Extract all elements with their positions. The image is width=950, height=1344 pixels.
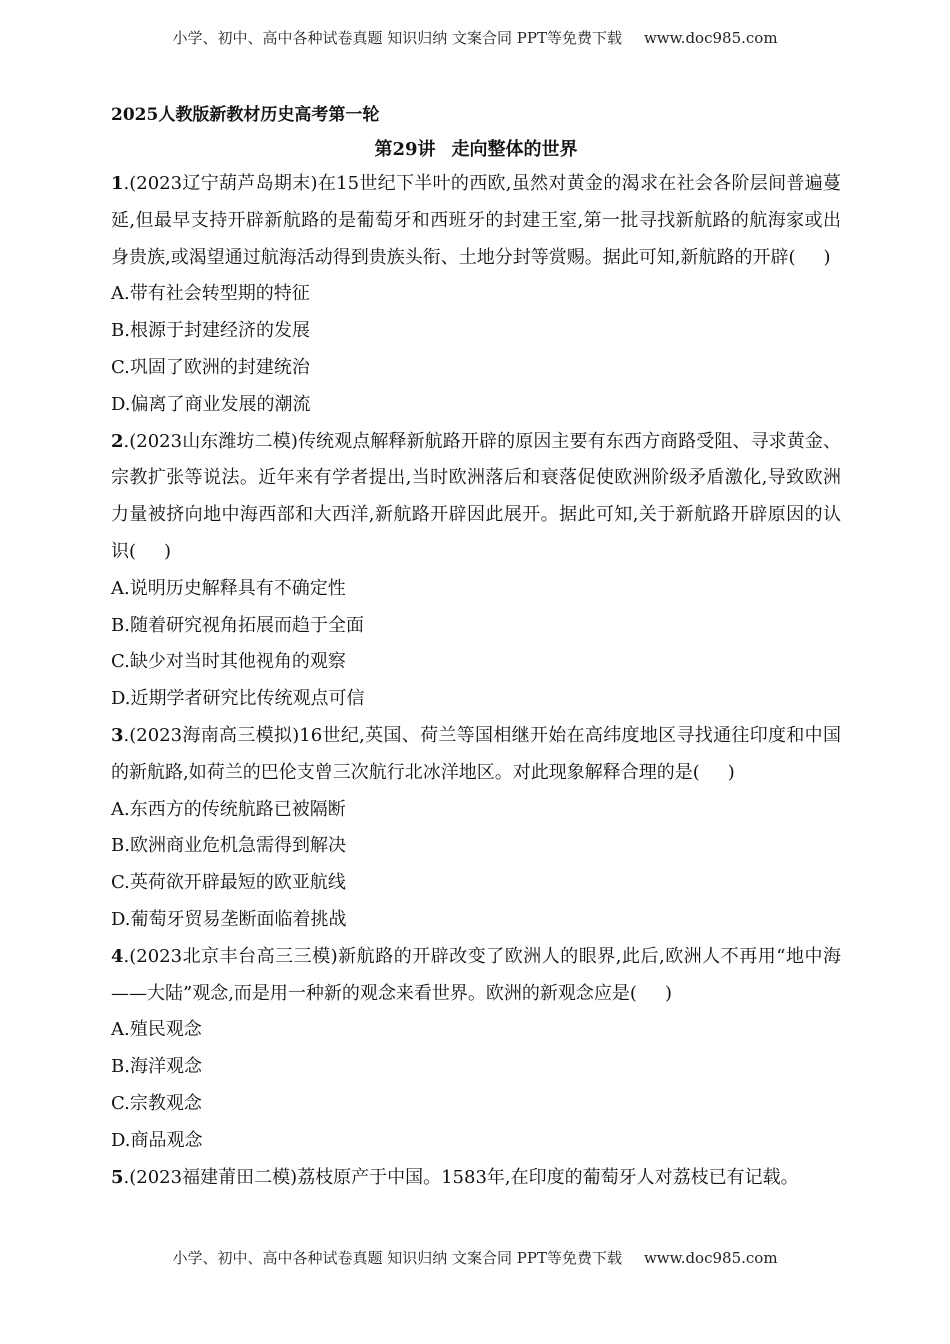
question-number: 5	[111, 1166, 124, 1188]
lecture-name: 走向整体的世界	[451, 139, 578, 160]
question-source: .(2023海南高三模拟)	[123, 724, 300, 746]
option-a: A.说明历史解释具有不确定性	[111, 577, 346, 599]
lecture-number: 第29讲	[374, 139, 436, 160]
option-c: C.缺少对当时其他视角的观察	[111, 651, 346, 673]
question-stem	[111, 718, 841, 792]
footer-text: 小学、初中、高中各种试卷真题 知识归纳 文案合同 PPT等免费下载	[172, 1249, 622, 1267]
question-text: 传统观点解释新航路开辟的原因主要有东西方商路受阻、寻求黄金、宗教扩张等说法。近年来有学者提出,当时欧洲落后和衰落促使欧洲阶级矛盾激化,导致欧洲力量被挤向地中海西部和大西洋,新航路开辟因此展开。据此可知,关于新航路开辟原因的认识(	[111, 430, 841, 562]
option-b: B.海洋观念	[111, 1056, 202, 1078]
question-stem	[111, 166, 841, 276]
question-3	[111, 718, 841, 939]
question-source: .(2023福建莆田二模)	[123, 1166, 298, 1188]
question-source: .(2023辽宁葫芦岛期末)	[123, 173, 318, 194]
question-number: 1	[111, 173, 124, 194]
page-footer	[0, 1247, 950, 1268]
page-header	[0, 27, 950, 48]
doc-title: 2025人教版新教材历史高考第一轮	[111, 105, 380, 125]
footer-url[interactable]: www.doc985.com	[643, 1249, 778, 1267]
question-stem	[111, 1160, 841, 1197]
question-text: 荔枝原产于中国。1583年,在印度的葡萄牙人对荔枝已有记载。	[297, 1166, 799, 1188]
question-source: .(2023北京丰台高三三模)	[123, 945, 338, 967]
option-c: C.英荷欲开辟最短的欧亚航线	[111, 872, 346, 894]
option-c: C.宗教观念	[111, 1092, 202, 1114]
option-d: D.近期学者研究比传统观点可信	[111, 688, 365, 710]
document-body	[111, 100, 841, 1196]
option-a: A.东西方的传统航路已被隔断	[111, 798, 346, 820]
answer-bracket-close: )	[727, 761, 735, 783]
question-text: 在15世纪下半叶的西欧,虽然对黄金的渴求在社会各阶层间普遍蔓延,但最早支持开辟新航路的是葡萄牙和西班牙的封建王室,第一批寻找新航路的航海家或出身贵族,或渴望通过航海活动得到贵族头衔、土地分封等赏赐。据此可知,新航路的开辟(	[111, 173, 841, 268]
option-a: A.带有社会转型期的特征	[111, 283, 310, 305]
option-b: B.根源于封建经济的发展	[111, 320, 310, 342]
answer-bracket-close: )	[823, 246, 831, 268]
question-text: 16世纪,英国、荷兰等国相继开始在高纬度地区寻找通往印度和中国的新航路,如荷兰的巴伦支曾三次航行北冰洋地区。对此现象解释合理的是(	[111, 724, 841, 783]
option-b: B.随着研究视角拓展而趋于全面	[111, 614, 364, 636]
question-source: .(2023山东潍坊二模)	[123, 430, 298, 452]
question-2	[111, 424, 841, 718]
answer-bracket-close: )	[164, 540, 172, 562]
question-stem	[111, 939, 841, 1013]
question-1	[111, 166, 841, 424]
question-number: 3	[111, 724, 124, 746]
question-number: 2	[111, 430, 124, 452]
question-stem	[111, 424, 841, 571]
option-d: D.商品观念	[111, 1129, 203, 1151]
option-d: D.偏离了商业发展的潮流	[111, 393, 311, 415]
header-text: 小学、初中、高中各种试卷真题 知识归纳 文案合同 PPT等免费下载	[172, 29, 622, 47]
option-a: A.殖民观念	[111, 1019, 202, 1041]
option-b: B.欧洲商业危机急需得到解决	[111, 835, 346, 857]
option-d: D.葡萄牙贸易垄断面临着挑战	[111, 908, 347, 930]
lecture-title	[111, 134, 841, 166]
question-text: 新航路的开辟改变了欧洲人的眼界,此后,欧洲人不再用“地中海——大陆”观念,而是用一种新的观念来看世界。欧洲的新观念应是(	[111, 945, 841, 1004]
question-4	[111, 939, 841, 1160]
answer-bracket-close: )	[664, 982, 672, 1004]
option-c: C.巩固了欧洲的封建统治	[111, 356, 310, 378]
question-5	[111, 1160, 841, 1197]
header-url[interactable]: www.doc985.com	[643, 29, 778, 47]
question-number: 4	[111, 945, 124, 967]
